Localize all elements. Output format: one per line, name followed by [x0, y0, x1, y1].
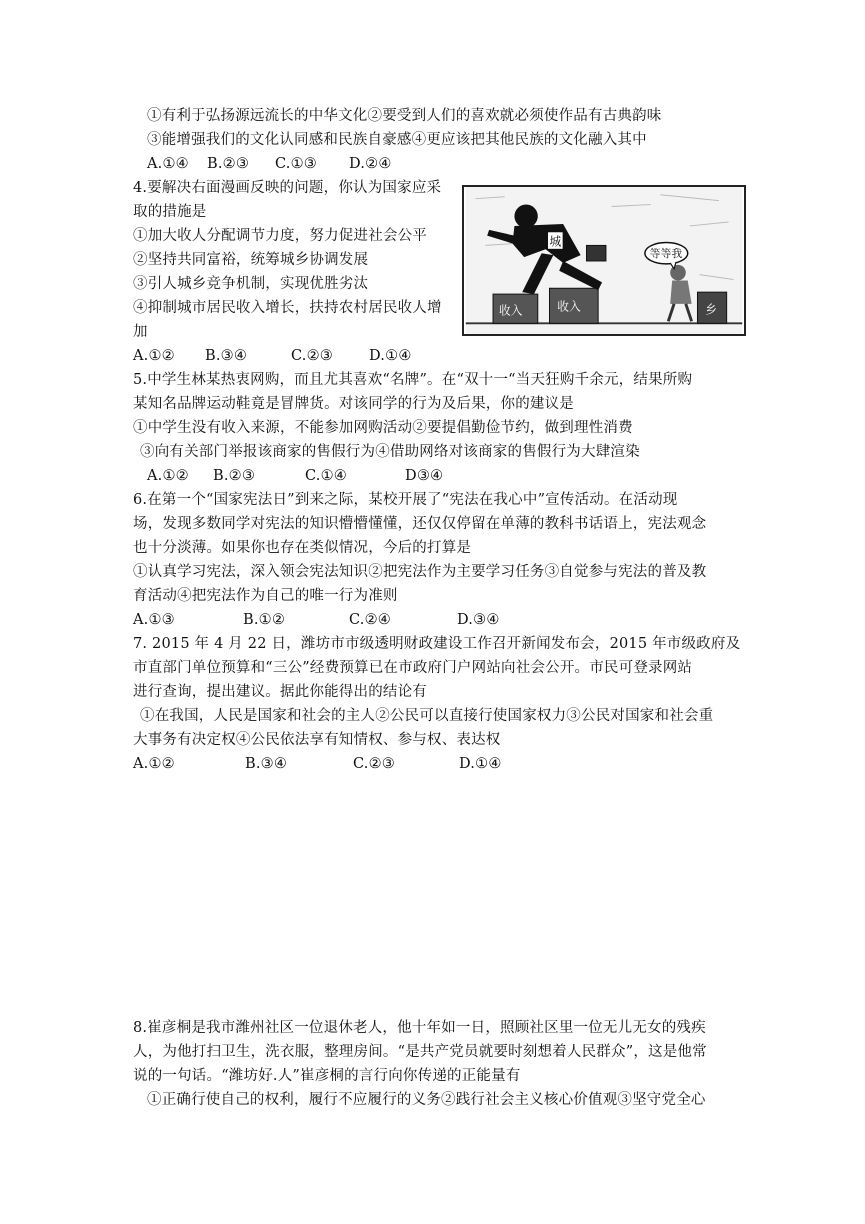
q7-option-b: B.③④ — [245, 756, 288, 772]
q7-stem-line-2: 市直部门单位预算和“三公”经费预算已在市政府门户网站向社会公开。市民可登录网站 — [133, 660, 693, 676]
q5-option-b: B.②③ — [213, 468, 256, 484]
q4-statement-3: ③引人城乡竞争机制，实现优胜劣汰 — [133, 276, 369, 292]
q3-statement-1: ①有利于弘扬源远流长的中华文化②要受到人们的喜欢就必须使作品有古典韵味 — [147, 108, 662, 124]
q3-option-b: B.②③ — [207, 156, 250, 172]
q7-option-a: A.①② — [133, 756, 175, 772]
q6-options — [133, 610, 500, 630]
q3-option-d: D.②④ — [349, 156, 392, 172]
q5-option-c: C.①④ — [305, 468, 347, 484]
q7-option-d: D.①④ — [459, 756, 502, 772]
q3-option-c: C.①③ — [275, 156, 317, 172]
cartoon-urban-rural-income — [462, 185, 746, 336]
q4-option-b: B.③④ — [205, 348, 248, 364]
q4-options — [133, 346, 412, 366]
q6-statement-2: 育活动④把宪法作为自己的唯一行为准则 — [133, 588, 398, 604]
cartoon-label-income-1: 收入 — [498, 303, 523, 318]
q7-stem-line-1: 7. 2015 年 4 月 22 日，潍坊市市级透明财政建设工作召开新闻发布会，2015 年市级政府及 — [133, 636, 741, 652]
q7-options — [133, 754, 502, 774]
q6-option-c: C.②④ — [349, 612, 391, 628]
q4-statement-2: ②坚持共同富裕，统筹城乡协调发展 — [133, 252, 369, 268]
q3-options — [147, 154, 392, 174]
cartoon-label-rural: 乡 — [705, 302, 718, 317]
cartoon-speech-bubble: 等等我 — [649, 247, 683, 261]
q8-stem-line-1: 8.崔彦桐是我市潍州社区一位退休老人，他十年如一日，照顾社区里一位无儿无女的残疾 — [133, 1020, 706, 1036]
q5-stem-line-1: 5.中学生林某热衷网购，而且尤其喜欢“名牌”。在“双十一“当天狂购千余元，结果所购 — [133, 372, 693, 388]
cartoon-label-city: 城 — [549, 234, 562, 249]
q3-option-a: A.①④ — [147, 156, 189, 172]
q4-statement-1: ①加大收人分配调节力度，努力促进社会公平 — [133, 228, 427, 244]
q4-option-a: A.①② — [133, 348, 175, 364]
q4-option-c: C.②③ — [291, 348, 333, 364]
q5-statement-1: ①中学生没有收入来源，不能参加网购活动②要提倡勤俭节约，做到理性消费 — [133, 420, 633, 436]
q5-options — [147, 466, 443, 486]
q5-stem-line-2: 某知名品牌运动鞋竟是冒牌货。对该同学的行为及后果，你的建议是 — [133, 396, 574, 412]
q7-statement-1: ①在我国，人民是国家和社会的主人②公民可以直接行使国家权力③公民对国家和社会重 — [140, 708, 714, 724]
q4-stem-line-2: 取的措施是 — [133, 204, 207, 220]
q6-option-a: A.①③ — [133, 612, 175, 628]
q7-statement-2: 大事务有决定权④公民依法享有知情权、参与权、表达权 — [133, 732, 501, 748]
q7-stem-line-3: 进行查询，提出建议。据此你能得出的结论有 — [133, 684, 427, 700]
q8-statement-1: ①正确行使自己的权利，履行不应履行的义务②践行社会主义核心价值观③坚守党全心 — [147, 1092, 706, 1108]
q5-option-d: D③④ — [405, 468, 444, 484]
q8-stem-line-3: 说的一句话。“潍坊好.人”崔彦桐的言行向你传递的正能量有 — [133, 1068, 521, 1084]
q4-option-d: D.①④ — [369, 348, 412, 364]
q6-option-d: D.③④ — [457, 612, 500, 628]
cartoon-label-income-2: 收入 — [557, 299, 582, 314]
q6-stem-line-2: 场，发现多数同学对宪法的知识懵懵懂懂，还仅仅停留在单薄的教科书话语上，宪法观念 — [133, 516, 707, 532]
q6-option-b: B.①② — [243, 612, 286, 628]
q4-statement-4-cont: 加 — [133, 324, 148, 340]
q3-statement-2: ③能增强我们的文化认同感和民族自豪感④更应该把其他民族的文化融入其中 — [147, 132, 647, 148]
q5-option-a: A.①② — [147, 468, 189, 484]
q6-stem-line-1: 6.在第一个“国家宪法日”到来之际，某校开展了“宪法在我心中”宣传活动。在活动现 — [133, 492, 678, 508]
q4-stem-line-1: 4.要解决右面漫画反映的问题，你认为国家应采 — [133, 180, 442, 196]
q6-statement-1: ①认真学习宪法，深入领会宪法知识②把宪法作为主要学习任务③自觉参与宪法的普及教 — [133, 564, 707, 580]
q8-stem-line-2: 人，为他打扫卫生，洗衣服，整理房间。“是共产党员就要时刻想着人民群众”，这是他常 — [133, 1044, 707, 1060]
q7-option-c: C.②③ — [353, 756, 395, 772]
q4-statement-4: ④抑制城市居民收入增长，扶持农村居民收人增 — [133, 300, 442, 316]
q5-statement-2: ③向有关部门举报该商家的售假行为④借助网络对该商家的售假行为大肆渲染 — [140, 444, 640, 460]
q6-stem-line-3: 也十分淡薄。如果你也存在类似情况，今后的打算是 — [133, 540, 472, 556]
